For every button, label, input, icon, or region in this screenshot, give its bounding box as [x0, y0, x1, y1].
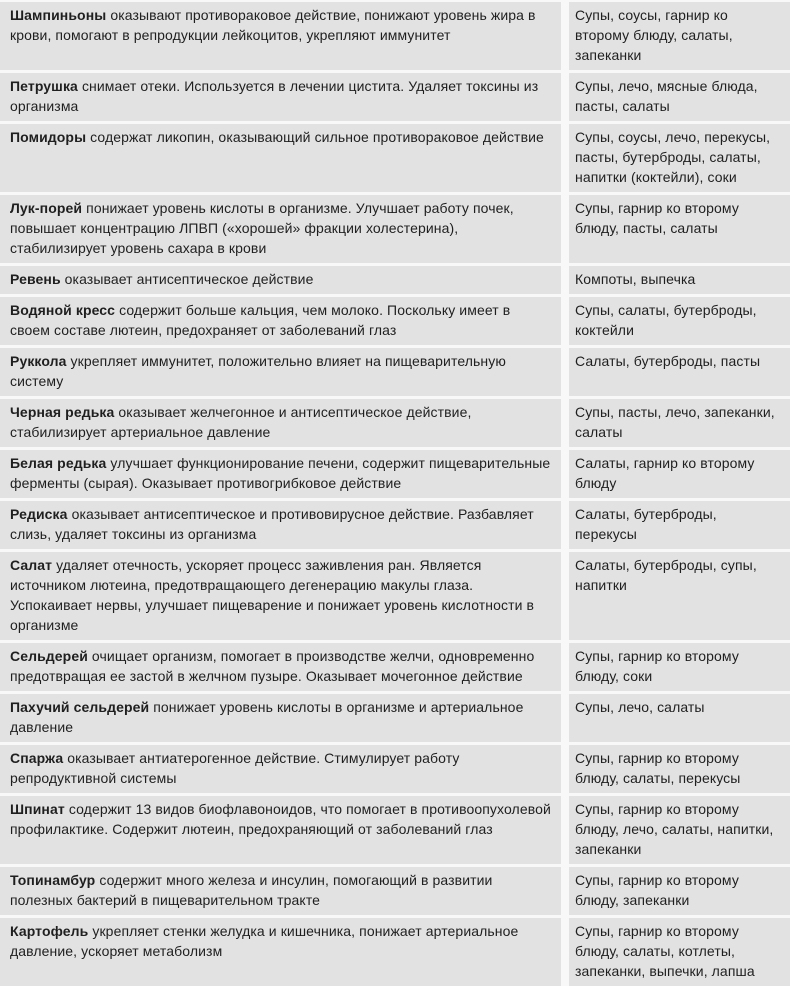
table-row [0, 399, 790, 447]
vegetable-name: Спаржа [10, 750, 64, 766]
dishes-cell: Супы, соусы, лечо, перекусы, пасты, бутерброды, салаты, напитки (коктейли), соки [569, 124, 790, 192]
dishes-cell: Супы, салаты, бутерброды, коктейли [569, 297, 790, 345]
vegetable-name: Шпинат [10, 801, 65, 817]
benefit-cell [0, 195, 561, 263]
benefit-description: оказывает антисептическое действие [64, 271, 314, 287]
benefit-cell [0, 745, 561, 793]
benefit-cell [0, 124, 561, 192]
dishes-cell: Супы, лечо, салаты [569, 694, 790, 742]
vegetable-name: Лук-порей [10, 200, 83, 216]
dishes-cell: Супы, гарнир ко второму блюду, соки [569, 643, 790, 691]
benefit-description: содержат ликопин, оказывающий сильное противораковое действие [90, 129, 544, 145]
benefit-cell [0, 73, 561, 121]
dishes-cell: Супы, лечо, мясные блюда, пасты, салаты [569, 73, 790, 121]
vegetable-name: Водяной кресс [10, 302, 116, 318]
benefit-description: укрепляет иммунитет, положительно влияет на пищеварительную систему [10, 353, 506, 389]
dishes-cell: Супы, гарнир ко второму блюду, салаты, котлеты, запеканки, выпечки, лапша [569, 918, 790, 986]
benefit-description: оказывает антиатерогенное действие. Стимулирует работу репродуктивной системы [10, 750, 460, 786]
dishes-cell: Салаты, гарнир ко второму блюду [569, 450, 790, 498]
benefit-description: содержит 13 видов биофлавоноидов, что помогает в противоопухолевой профилактике. Содержит лютеин, предохраняющий от заболеваний глаз [10, 801, 551, 837]
dishes-cell: Супы, пасты, лечо, запеканки, салаты [569, 399, 790, 447]
table-row [0, 73, 790, 121]
benefit-cell [0, 867, 561, 915]
benefit-description: очищает организм, помогает в производстве желчи, одновременно предотвращая ее застой в желчном пузыре. Оказывает мочегонное действие [10, 648, 535, 684]
vegetable-name: Топинамбур [10, 872, 96, 888]
table-row [0, 501, 790, 549]
vegetable-name: Шампиньоны [10, 7, 107, 23]
benefit-cell [0, 796, 561, 864]
table-row [0, 450, 790, 498]
vegetable-name: Редиска [10, 506, 68, 522]
vegetable-name: Салат [10, 557, 53, 573]
benefit-description: снимает отеки. Используется в лечении цистита. Удаляет токсины из организма [10, 78, 539, 114]
table-row [0, 552, 790, 640]
benefit-cell [0, 918, 561, 986]
benefit-cell [0, 694, 561, 742]
benefit-description: понижает уровень кислоты в организме и артериальное давление [10, 699, 524, 735]
table-row [0, 796, 790, 864]
benefit-description: удаляет отечность, ускоряет процесс заживления ран. Является источником лютеина, предотвращающего дегенерацию макулы глаза. Успокаивает нервы, улучшает пищеварение и понижает уровень кислотности в организме [10, 557, 535, 633]
table-row [0, 297, 790, 345]
vegetable-name: Ревень [10, 271, 61, 287]
table-row [0, 2, 790, 70]
benefit-description: оказывает антисептическое и противовирусное действие. Разбавляет слизь, удаляет токсины из организма [10, 506, 534, 542]
table-row [0, 124, 790, 192]
benefit-description: содержит больше кальция, чем молоко. Поскольку имеет в своем составе лютеин, предохраняет от заболеваний глаз [10, 302, 511, 338]
benefit-description: оказывают противораковое действие, понижают уровень жира в крови, помогают в репродукции лейкоцитов, укрепляют иммунитет [10, 7, 536, 43]
vegetable-name: Белая редька [10, 455, 107, 471]
benefit-description: укрепляет стенки желудка и кишечника, понижает артериальное давление, ускоряет метаболизм [10, 923, 519, 959]
benefit-cell [0, 348, 561, 396]
table-row [0, 266, 790, 294]
benefit-cell [0, 643, 561, 691]
benefit-description: оказывает желчегонное и антисептическое действие, стабилизирует артериальное давление [10, 404, 472, 440]
benefit-cell [0, 266, 561, 294]
benefit-cell [0, 552, 561, 640]
vegetable-name: Пахучий сельдерей [10, 699, 150, 715]
dishes-cell: Салаты, бутерброды, супы, напитки [569, 552, 790, 640]
table-row [0, 867, 790, 915]
table-row [0, 348, 790, 396]
vegetable-name: Руккола [10, 353, 67, 369]
vegetable-name: Петрушка [10, 78, 78, 94]
vegetable-benefits-table [0, 2, 790, 986]
benefit-description: понижает уровень кислоты в организме. Улучшает работу почек, повышает концентрацию ЛПВП («хорошей» фракции холестерина), стабилизирует уровень сахара в крови [10, 200, 514, 256]
benefit-cell [0, 2, 561, 70]
vegetable-name: Сельдерей [10, 648, 88, 664]
table-row [0, 918, 790, 986]
dishes-cell: Компоты, выпечка [569, 266, 790, 294]
benefit-cell [0, 297, 561, 345]
benefit-cell [0, 399, 561, 447]
vegetable-name: Помидоры [10, 129, 87, 145]
dishes-cell: Супы, гарнир ко второму блюду, салаты, перекусы [569, 745, 790, 793]
dishes-cell: Супы, гарнир ко второму блюду, лечо, салаты, напитки, запеканки [569, 796, 790, 864]
dishes-cell: Супы, гарнир ко второму блюду, пасты, салаты [569, 195, 790, 263]
vegetable-name: Картофель [10, 923, 89, 939]
table-row [0, 195, 790, 263]
dishes-cell: Салаты, бутерброды, пасты [569, 348, 790, 396]
benefit-description: содержит много железа и инсулин, помогающий в развитии полезных бактерий в пищеварительном тракте [10, 872, 493, 908]
benefit-cell [0, 450, 561, 498]
benefit-cell [0, 501, 561, 549]
table-row [0, 643, 790, 691]
table-row [0, 694, 790, 742]
benefit-description: улучшает функционирование печени, содержит пищеварительные ферменты (сырая). Оказывает противогрибковое действие [10, 455, 551, 491]
vegetable-name: Черная редька [10, 404, 115, 420]
dishes-cell: Салаты, бутерброды, перекусы [569, 501, 790, 549]
dishes-cell: Супы, соусы, гарнир ко второму блюду, салаты, запеканки [569, 2, 790, 70]
table-row [0, 745, 790, 793]
dishes-cell: Супы, гарнир ко второму блюду, запеканки [569, 867, 790, 915]
